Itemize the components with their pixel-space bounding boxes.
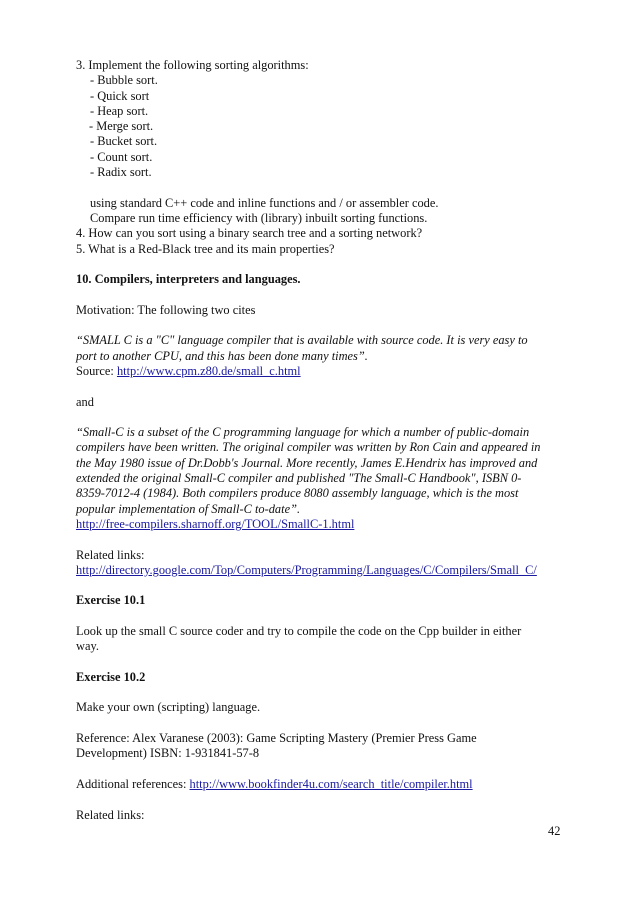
quote-line: port to another CPU, and this has been done many times”.: [76, 348, 368, 363]
reference-line: Development) ISBN: 1-931841-57-8: [76, 746, 260, 761]
reference-line: Reference: Alex Varanese (2003): Game Scripting Mastery (Premier Press Game: [76, 731, 477, 746]
algorithm-item: - Count sort.: [90, 149, 153, 164]
page-number: 42: [548, 824, 561, 838]
related-links-label: Related links:: [76, 807, 145, 822]
page-content: [76, 58, 576, 823]
algorithm-item: - Quick sort: [90, 88, 150, 103]
related-link[interactable]: http://directory.google.com/Top/Computers/Programming/Languages/C/Compilers/Small_C/: [76, 562, 537, 577]
motivation-text: Motivation: The following two cites: [76, 302, 256, 317]
algorithm-item: - Bucket sort.: [90, 134, 158, 149]
quote-line: 8359-7012-4 (1984). Both compilers produce 8080 assembly language, which is the most: [76, 486, 519, 501]
additional-references: [76, 777, 576, 792]
list-item-3: 3. Implement the following sorting algorithms:: [76, 58, 309, 72]
list-item-5: 5. What is a Red-Black tree and its main properties?: [76, 241, 335, 256]
source-label: Source:: [76, 363, 117, 378]
algorithm-item: - Bubble sort.: [90, 73, 158, 88]
quote-line: compilers have been written. The original compiler was written by Ron Cain and appeared in: [76, 440, 541, 455]
algorithm-item: - Heap sort.: [90, 103, 149, 118]
quote-line: “SMALL C is a "C" language compiler that is available with source code. It is very easy to: [76, 333, 528, 348]
additional-link[interactable]: http://www.bookfinder4u.com/search_title/compiler.html: [189, 776, 473, 791]
exercise-text: way.: [76, 639, 99, 654]
list-note: using standard C++ code and inline functions and / or assembler code.: [90, 195, 439, 210]
additional-label: Additional references:: [76, 776, 190, 791]
related-links-label: Related links:: [76, 547, 145, 562]
quote-line: the May 1980 issue of Dr.Dobb's Journal. More recently, James E.Hendrix has improved and: [76, 455, 538, 470]
algorithm-item: - Radix sort.: [90, 165, 152, 180]
source-line: [76, 364, 576, 379]
quote-line: extended the original Small-C compiler and published "The Small-C Handbook", ISBN 0-: [76, 471, 522, 486]
exercise-text: Make your own (scripting) language.: [76, 700, 261, 715]
exercise-title: Exercise 10.2: [76, 669, 146, 684]
quote2-link[interactable]: http://free-compilers.sharnoff.org/TOOL/SmallC-1.html: [76, 516, 355, 531]
list-item-4: 4. How can you sort using a binary search tree and a sorting network?: [76, 226, 423, 241]
algorithm-item: - Merge sort.: [89, 119, 154, 134]
section-heading: 10. Compilers, interpreters and languages.: [76, 272, 301, 287]
quote-line: “Small-C is a subset of the C programming language for which a number of public-domain: [76, 425, 530, 440]
list-note: Compare run time efficiency with (library) inbuilt sorting functions.: [90, 210, 428, 225]
exercise-text: Look up the small C source coder and try to compile the code on the Cpp builder in either: [76, 623, 522, 638]
source-link[interactable]: http://www.cpm.z80.de/small_c.html: [116, 363, 301, 378]
quote-line: popular implementation of Small-C to-date”.: [76, 501, 301, 516]
exercise-title: Exercise 10.1: [76, 593, 146, 608]
and-text: and: [76, 394, 94, 409]
